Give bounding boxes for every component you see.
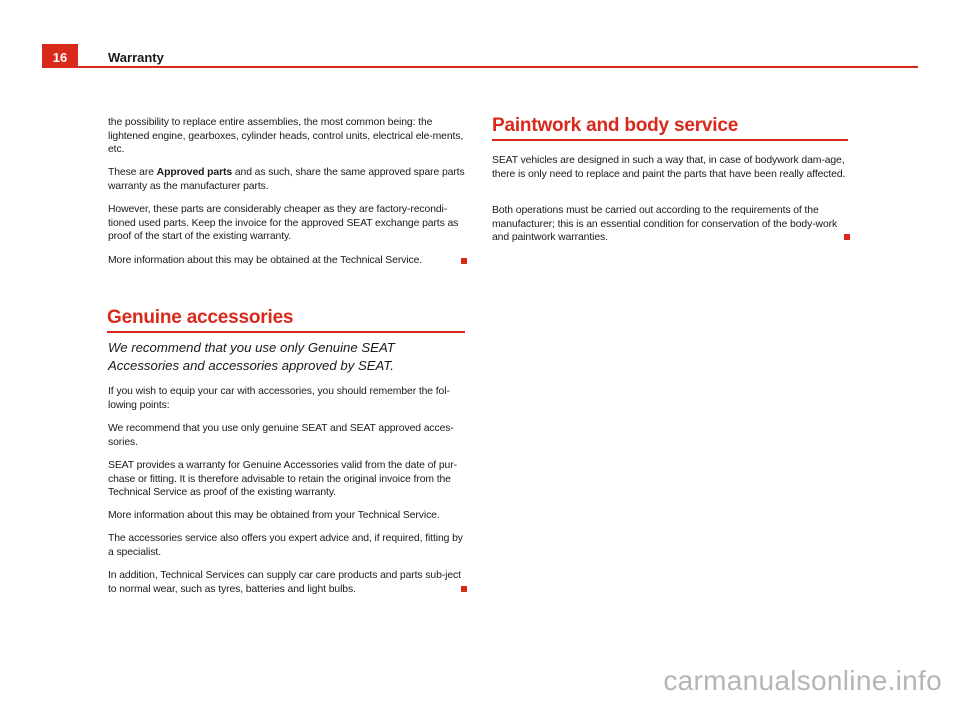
paragraph-reconditioned: However, these parts are considerably cheaper as they are factory-recondi-tioned used parts. Keep the invoice for the approved SEAT exchange parts as proof of the start of the existing warranty. bbox=[108, 204, 459, 243]
header-divider bbox=[42, 66, 918, 68]
paragraph-approved-parts bbox=[108, 166, 466, 193]
approved-parts-term: Approved parts bbox=[156, 167, 233, 178]
watermark-text: carmanualsonline.info bbox=[663, 665, 942, 696]
heading-rule bbox=[107, 331, 465, 333]
approved-parts-prefix: These are bbox=[108, 167, 157, 178]
paragraph-recommend-genuine: We recommend that you use only genuine SEAT and SEAT approved acces-sories. bbox=[108, 423, 454, 448]
paragraph-manufacturer-requirements: Both operations must be carried out according to the requirements of the manufacturer; this is an essential condition for conservation of the body-work and paintwork warranties. bbox=[492, 205, 838, 244]
section-end-marker bbox=[461, 258, 467, 264]
accessories-lead: We recommend that you use only Genuine SEAT Accessories and accessories approved by SEAT. bbox=[108, 340, 395, 373]
page-header bbox=[42, 44, 918, 68]
genuine-accessories-heading: Genuine accessories bbox=[107, 307, 294, 328]
paragraph-bodywork-design: SEAT vehicles are designed in such a way that, in case of bodywork dam-age, there is only need to replace and paint the parts that have been really affected. bbox=[492, 155, 846, 180]
paragraph-technical-service: More information about this may be obtained at the Technical Service. bbox=[108, 255, 423, 266]
paragraph-accessories-warranty: SEAT provides a warranty for Genuine Accessories valid from the date of pur-chase or fitting. It is therefore advisable to retain the original invoice from the Technical Service as proof of the existing warranty. bbox=[108, 460, 457, 499]
paragraph-assemblies: the possibility to replace entire assemblies, the most common being: the lightened engine, gearboxes, cylinder heads, control units, electrical ele-ments, etc. bbox=[108, 117, 464, 156]
running-title: Warranty bbox=[108, 50, 164, 65]
paragraph-more-information: More information about this may be obtained from your Technical Service. bbox=[108, 510, 440, 521]
paragraph-expert-advice: The accessories service also offers you expert advice and, if required, fitting by a specialist. bbox=[108, 533, 463, 558]
heading-rule bbox=[492, 139, 848, 141]
page-number: 16 bbox=[42, 44, 78, 68]
paragraph-equip-accessories: If you wish to equip your car with accessories, you should remember the fol-lowing points: bbox=[108, 386, 450, 411]
section-end-marker bbox=[844, 234, 850, 240]
section-end-marker bbox=[461, 586, 467, 592]
paintwork-heading: Paintwork and body service bbox=[492, 115, 739, 136]
paragraph-car-care: In addition, Technical Services can supply car care products and parts sub-ject to normal wear, such as tyres, batteries and light bulbs. bbox=[108, 570, 461, 595]
approved-parts-suffix: and as such, share the same approved spare parts warranty as the manufacturer parts. bbox=[108, 167, 465, 192]
